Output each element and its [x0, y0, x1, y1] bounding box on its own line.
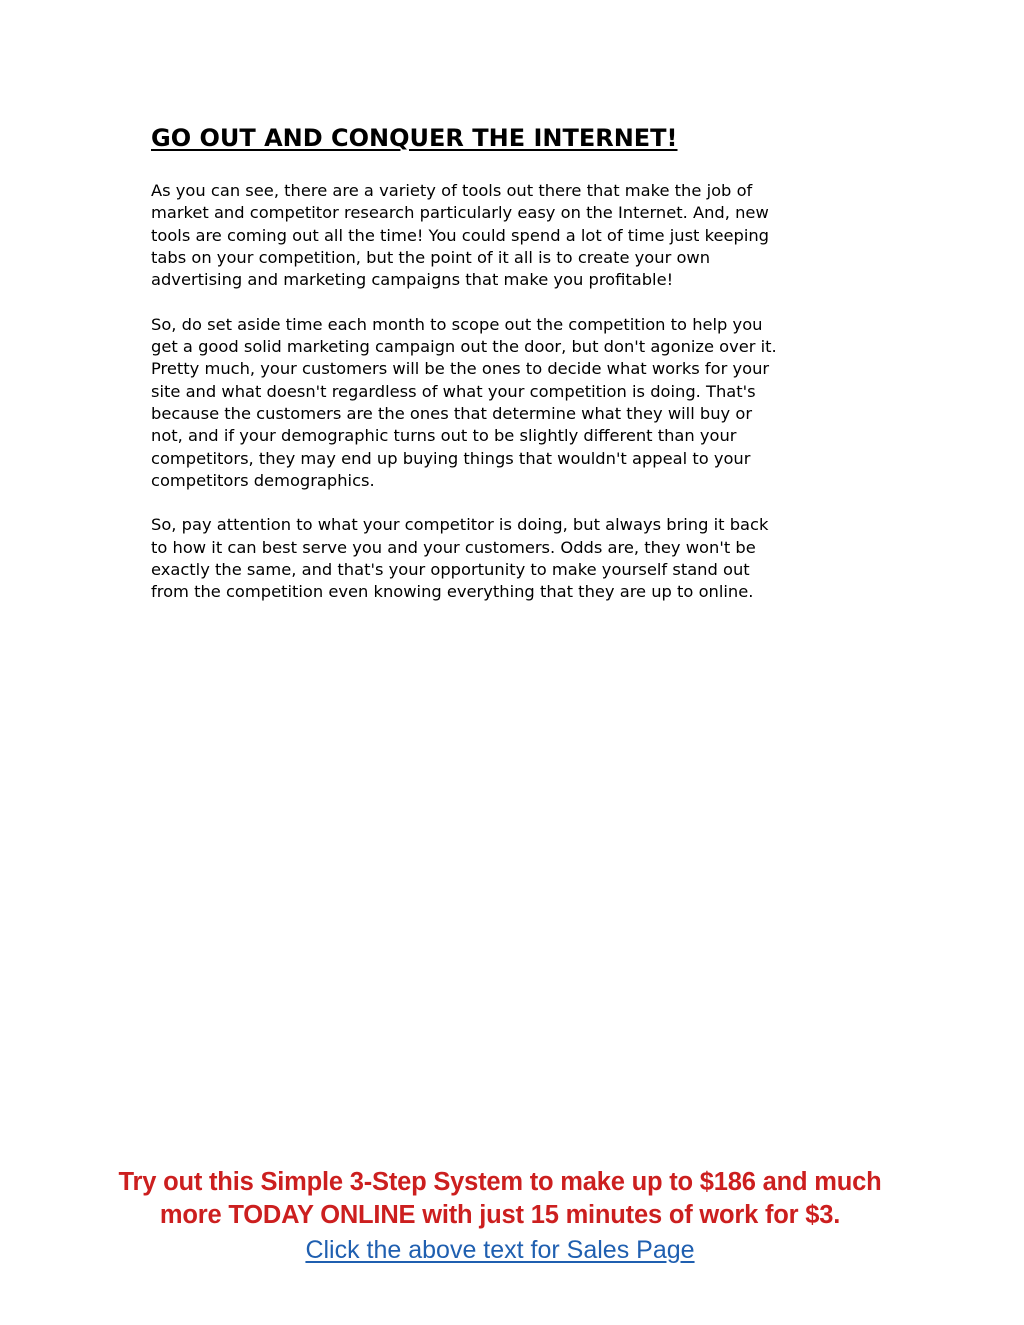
paragraph-line: get a good solid marketing campaign out the door, but don't agonize over it. [151, 337, 777, 357]
paragraph-line: So, pay attention to what your competitor is doing, but always bring it back [151, 515, 769, 535]
paragraph-line: from the competition even knowing everything that they are up to online. [151, 582, 754, 602]
paragraph-2 [151, 314, 876, 492]
promo-line: Try out this Simple 3-Step System to make up to $186 and much [118, 1168, 882, 1196]
paragraph-line: market and competitor research particularly easy on the Internet. And, new [151, 203, 769, 223]
paragraph-line: competitors demographics. [151, 470, 375, 490]
paragraph-line: because the customers are the ones that determine what they will buy or [151, 403, 753, 423]
paragraph-line: site and what doesn't regardless of what your competition is doing. That's [151, 381, 756, 401]
paragraph-line: tabs on your competition, but the point of it all is to create your own [151, 247, 711, 267]
paragraph-line: Pretty much, your customers will be the ones to decide what works for your [151, 359, 770, 379]
paragraph-line: competitors, they may end up buying things that wouldn't appeal to your [151, 448, 751, 468]
paragraph-3 [151, 514, 876, 603]
paragraph-line: exactly the same, and that's your opportunity to make yourself stand out [151, 560, 750, 580]
paragraph-line: not, and if your demographic turns out to be slightly different than your [151, 426, 737, 446]
promo-banner-link[interactable] [50, 1166, 950, 1232]
paragraph-line: As you can see, there are a variety of tools out there that make the job of [151, 181, 753, 200]
page-title: GO OUT AND CONQUER THE INTERNET! [151, 124, 678, 152]
paragraph-line: to how it can best serve you and your customers. Odds are, they won't be [151, 537, 756, 557]
paragraph-1 [151, 180, 876, 291]
sales-page-link[interactable]: Click the above text for Sales Page [305, 1236, 695, 1264]
paragraph-line: So, do set aside time each month to scope out the competition to help you [151, 314, 763, 334]
promo-line: more TODAY ONLINE with just 15 minutes of work for $3. [159, 1201, 841, 1229]
paragraph-line: tools are coming out all the time! You could spend a lot of time just keeping [151, 225, 770, 245]
paragraph-line: advertising and marketing campaigns that make you profitable! [151, 270, 674, 290]
article-body [151, 180, 876, 626]
